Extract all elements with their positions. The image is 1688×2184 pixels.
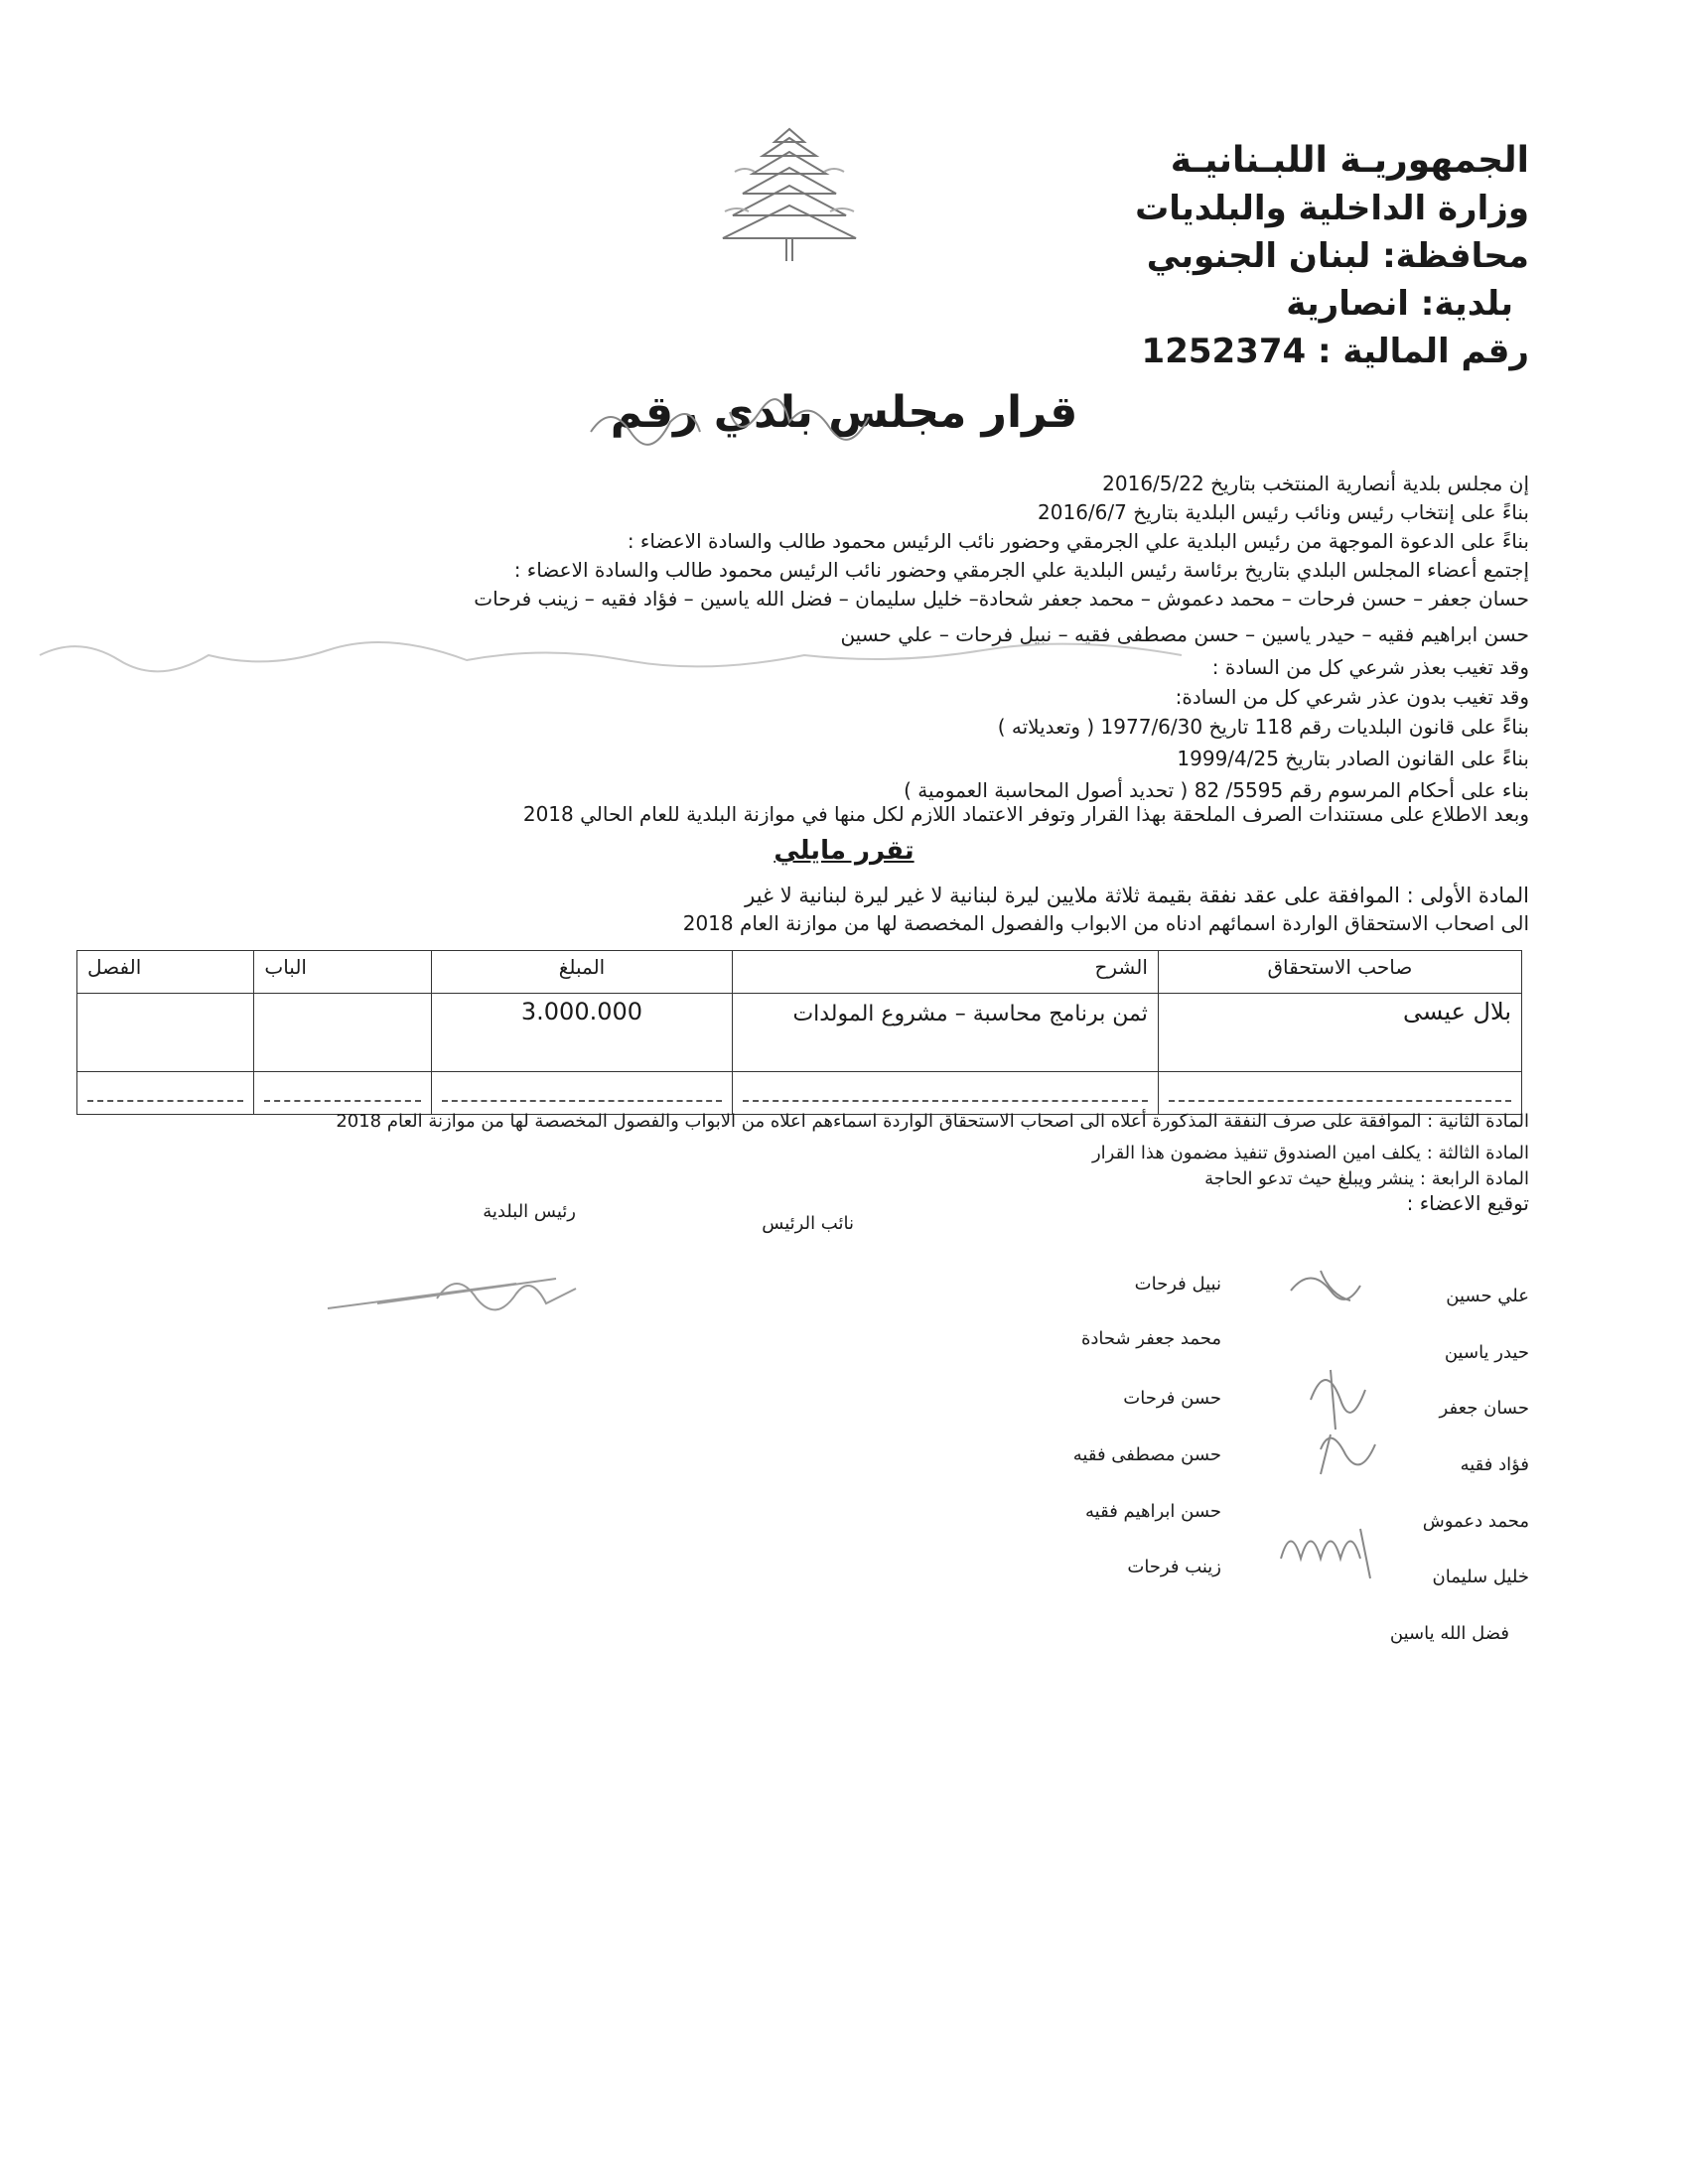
president-signature [318, 1249, 616, 1328]
finance-number: 1252374 [1141, 332, 1307, 371]
table-total-row [77, 1072, 1522, 1115]
member-left-5: حسن ابراهيم فقيه [1085, 1501, 1221, 1522]
handwritten-number-scribble [581, 392, 909, 452]
signatures-label: توقيع الاعضاء : [1406, 1191, 1529, 1215]
member-right-5: محمد دعموش [1422, 1511, 1529, 1532]
col-chapter: الباب [254, 951, 431, 994]
cell-chapter [254, 994, 431, 1072]
intro-line-11: بناء على أحكام المرسوم رقم 5595/ 82 ( تحديد أصول المحاسبة العمومية ) [904, 778, 1529, 802]
member-left-2: محمد جعفر شحادة [1080, 1328, 1221, 1349]
member-left-1: نبيل فرحات [1134, 1274, 1221, 1295]
intro-line-2: بناءً على إنتخاب رئيس ونائب رئيس البلدية بتاريخ 2016/6/7 [1038, 500, 1529, 524]
article-1-line-2: الى اصحاب الاستحقاق الواردة اسمائهم ادناه من الابواب والفصول المخصصة لها من موازنة العام 2018 [682, 911, 1529, 935]
article-3: المادة الثالثة : يكلف امين الصندوق تنفيذ مضمون هذا القرار [1091, 1143, 1529, 1163]
ministry-name: وزارة الداخلية والبلديات [1135, 189, 1529, 228]
intro-line-9: بناءً على قانون البلديات رقم 118 تاريخ 1977/6/30 ( وتعديلاته ) [997, 715, 1529, 739]
cell-beneficiary: بلال عيسى [1158, 994, 1521, 1072]
member-left-6: زينب فرحات [1127, 1557, 1221, 1577]
intro-line-10: بناءً على القانون الصادر بتاريخ 1999/4/25 [1177, 747, 1529, 770]
beneficiary-table [76, 950, 1522, 1115]
intro-line-1: إن مجلس بلدية أنصارية المنتخب بتاريخ 2016/5/22 [1102, 472, 1529, 495]
republic-title: الجمهوريـة اللبـنانيـة [1170, 140, 1529, 181]
intro-line-5: حسان جعفر – حسن فرحات – محمد دعموش – محمد جعفر شحادة– خليل سليمان – فضل الله ياسين – فؤاد فقيه – زينب فرحات [474, 587, 1529, 611]
intro-line-3: بناءً على الدعوة الموجهة من رئيس البلدية علي الجرمقي وحضور نائب الرئيس محمود طالب والسادة الاعضاء : [627, 529, 1529, 553]
table-row [77, 994, 1522, 1072]
intro-line-12: وبعد الاطلاع على مستندات الصرف الملحقة بهذا القرار وتوفر الاعتماد اللازم لكل منها في موازنة البلدية للعام الحالي 2018 [522, 802, 1529, 826]
table-header-row [77, 951, 1522, 994]
member-left-4: حسن مصطفى فقيه [1072, 1444, 1221, 1465]
cell-section [77, 994, 254, 1072]
decides-heading: تقرر مايلي [774, 836, 914, 866]
col-section: الفصل [77, 951, 254, 994]
governorate-name: محافظة: لبنان الجنوبي [1146, 236, 1529, 276]
article-4: المادة الرابعة : ينشر ويبلغ حيث تدعو الحاجة [1204, 1168, 1529, 1189]
municipality-name: بلدية: انصارية [1286, 284, 1513, 324]
col-beneficiary: صاحب الاستحقاق [1158, 951, 1521, 994]
intro-line-4: إجتمع أعضاء المجلس البلدي بتاريخ برئاسة رئيس البلدية علي الجرمقي وحضور نائب الرئيس محمود طالب والسادة الاعضاء : [513, 558, 1529, 582]
intro-line-6: حسن ابراهيم فقيه – حيدر ياسين – حسن مصطفى فقيه – نبيل فرحات – علي حسين [840, 622, 1529, 646]
col-description: الشرح [733, 951, 1159, 994]
finance-label: رقم المالية : [1317, 332, 1529, 371]
finance-number-line [933, 328, 1529, 375]
member-right-7: فضل الله ياسين [1389, 1623, 1509, 1644]
member-right-2: حيدر ياسين [1444, 1342, 1529, 1363]
member-signatures [1271, 1261, 1420, 1588]
member-right-1: علي حسين [1446, 1286, 1529, 1306]
vice-president-label: نائب الرئيس [762, 1213, 854, 1234]
header-block [933, 137, 1529, 375]
decision-title-text: قرار مجلس بلدي رقم [610, 387, 1078, 438]
member-right-4: فؤاد فقيه [1460, 1454, 1529, 1475]
intro-line-7: وقد تغيب بعذر شرعي كل من السادة : [1211, 655, 1529, 679]
col-amount: المبلغ [431, 951, 733, 994]
cedar-tree-icon [715, 124, 864, 268]
intro-line-8: وقد تغيب بدون عذر شرعي كل من السادة: [1175, 685, 1529, 709]
member-right-6: خليل سليمان [1432, 1567, 1529, 1587]
president-label: رئيس البلدية [483, 1201, 576, 1222]
article-1-line-1: المادة الأولى : الموافقة على عقد نفقة بقيمة ثلاثة ملايين ليرة لبنانية لا غير ليرة لبنانية لا غير [745, 884, 1529, 907]
cell-description: ثمن برنامج محاسبة – مشروع المولدات [733, 994, 1159, 1072]
member-left-3: حسن فرحات [1123, 1388, 1221, 1409]
article-2: المادة الثانية : الموافقة على صرف النفقة المذكورة أعلاه الى اصحاب الاستحقاق الواردة اسماءهم اعلاه من الابواب والفصول المخصصة لها من موازنة العام 2018 [336, 1111, 1529, 1132]
cell-amount: 3.000.000 [431, 994, 733, 1072]
faint-handwriting [30, 635, 1221, 675]
member-right-3: حسان جعفر [1439, 1398, 1529, 1419]
